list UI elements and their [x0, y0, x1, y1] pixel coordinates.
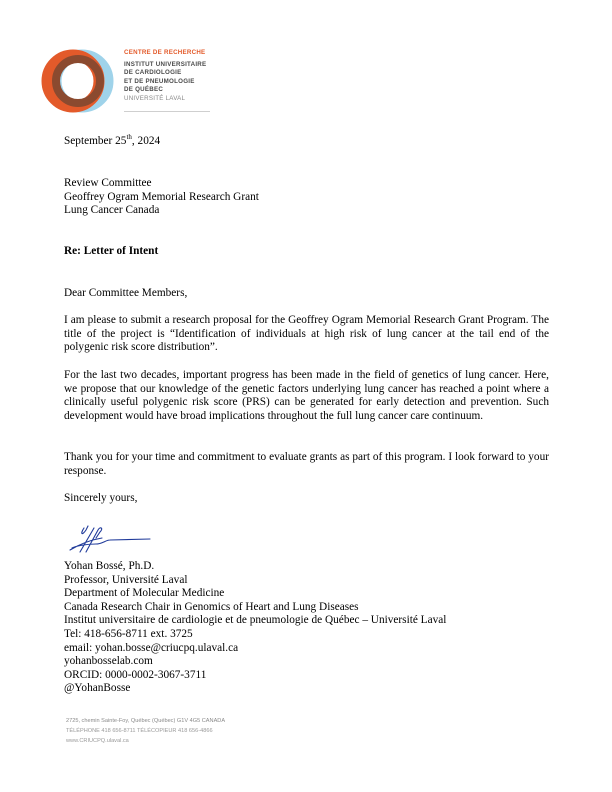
salutation: Dear Committee Members, [64, 287, 188, 299]
recipient-line: Lung Cancer Canada [64, 204, 160, 217]
date-year: , 2024 [131, 135, 161, 147]
letterhead-org: CENTRE DE RECHERCHE [124, 49, 206, 56]
signer-orcid: ORCID: 0000-0002-3067-3711 [64, 668, 207, 681]
recipient-line: Geoffrey Ogram Memorial Research Grant [64, 190, 259, 203]
letterhead-line: DE QUÉBEC [124, 86, 164, 94]
footer-website: www.CRIUCPQ.ulaval.ca [66, 738, 129, 744]
signer-chair: Canada Research Chair in Genomics of Heart and Lung Diseases [64, 600, 359, 613]
letterhead-line: ET DE PNEUMOLOGIE [124, 77, 195, 85]
paragraph-2: For the last two decades, important progress has been made in the field of genetics of lung cancer. Here, we propose that our knowledge of the genetic factors underlying lung cancer has reached a point where a clinically useful polygenic risk score (PRS) can be generated for early detection and prevention. Such development would have broad implications throughout the full lung cancer care continuum. [64, 369, 549, 422]
closing: Sincerely yours, [64, 492, 138, 504]
letterhead-line: INSTITUT UNIVERSITAIRE [124, 60, 207, 68]
date-text: September 25 [64, 135, 127, 147]
date-suffix: th [126, 133, 132, 142]
paragraph-1: I am please to submit a research proposal for the Geoffrey Ogram Memorial Research Grant Program. The title of the project is “Identification of individuals at high risk of lung cancer at the tail end of the polygenic risk score distribution”. [64, 314, 549, 354]
signer-institute: Institut universitaire de cardiologie et de pneumologie de Québec – Université Laval [64, 614, 447, 627]
signer-department: Department of Molecular Medicine [64, 587, 225, 600]
signature-block [64, 560, 446, 696]
signer-title: Professor, Université Laval [64, 573, 188, 586]
paragraph-3: Thank you for your time and commitment to evaluate grants as part of this program. I look forward to your response. [64, 451, 549, 477]
letter-date [64, 135, 160, 149]
letterhead-text [124, 49, 206, 104]
recipient-line: Review Committee [64, 177, 152, 189]
signer-email: email: yohan.bosse@criucpq.ulaval.ca [64, 641, 239, 654]
footer-phones: TÉLÉPHONE 418 656-8711 TÉLÉCOPIEUR 418 656-4866 [66, 728, 213, 734]
signer-name: Yohan Bossé, Ph.D. [64, 560, 155, 572]
signature-icon [66, 522, 156, 558]
footer-address: 2725, chemin Sainte-Foy, Québec (Québec) G1V 4G5 CANADA [66, 718, 226, 724]
subject-line: Re: Letter of Intent [64, 245, 159, 257]
criucpq-logo-icon [40, 47, 120, 115]
letterhead-line: DE CARDIOLOGIE [124, 69, 182, 77]
letterhead-footer [66, 716, 225, 746]
letterhead-university: UNIVERSITÉ LAVAL [124, 94, 186, 102]
signer-website: yohanbosselab.com [64, 655, 153, 668]
letterhead-divider [124, 111, 210, 112]
recipient-block [64, 177, 259, 218]
signer-phone: Tel: 418-656-8711 ext. 3725 [64, 627, 193, 640]
signer-handle: @YohanBosse [64, 682, 131, 695]
